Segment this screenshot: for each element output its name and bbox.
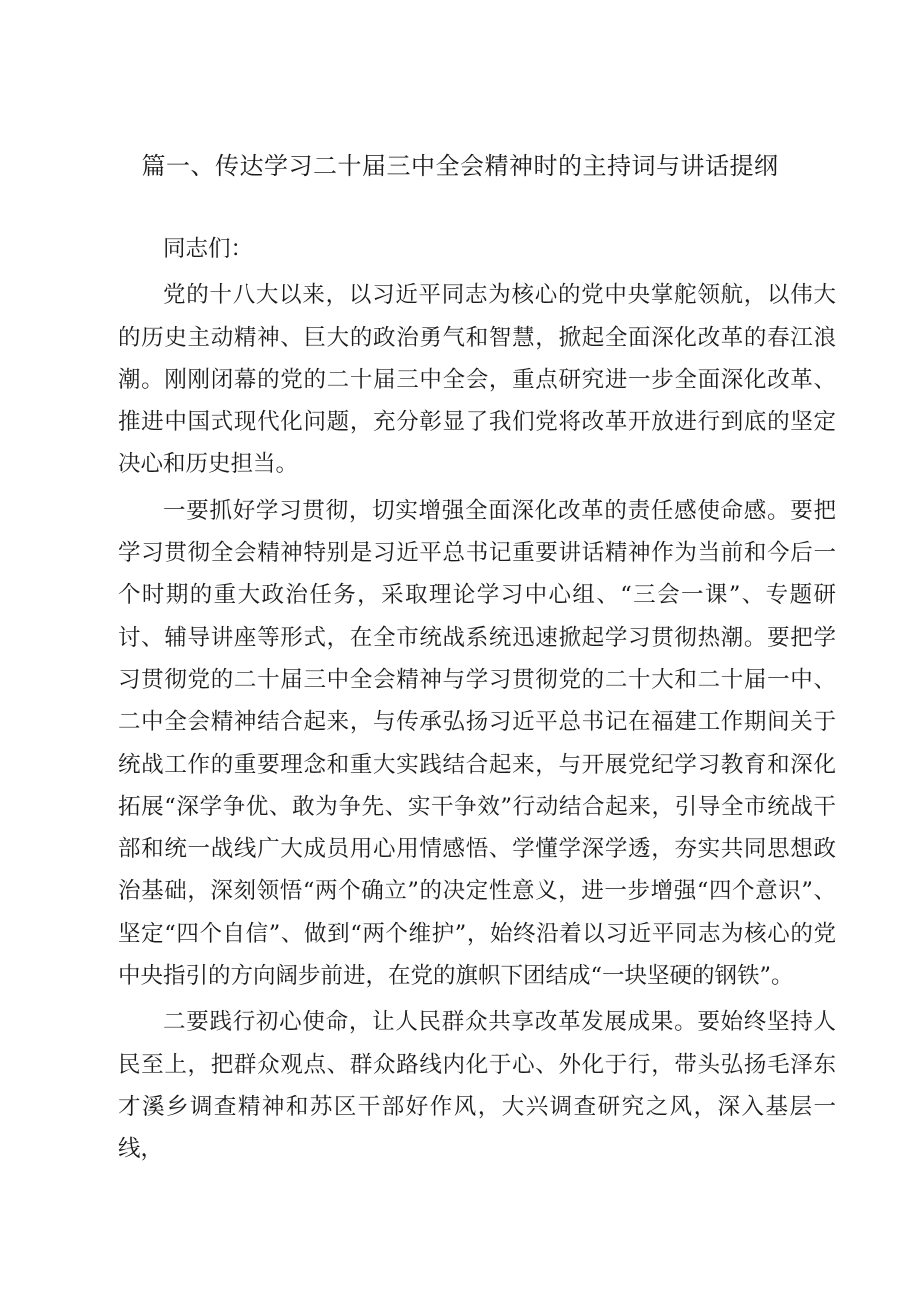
paragraph-point-two: 二要践行初心使命，让人民群众共享改革发展成果。要始终坚持人民至上，把群众观点、群众路线内化于心、外化于行，带头弘扬毛泽东才溪乡调查精神和苏区干部好作风，大兴调查研究之风，深入基层一线，: [118, 1009, 836, 1163]
salutation: 同志们：: [163, 236, 254, 262]
paragraph-point-one: 一要抓好学习贯彻，切实增强全面深化改革的责任感使命感。要把学习贯彻全会精神特别是习近平总书记重要讲话精神作为当前和今后一个时期的重大政治任务，采取理论学习中心组、“三会一课”、专题研讨、辅导讲座等形式，在全市统战系统迅速掀起学习贯彻热潮。要把学习贯彻党的二十届三中全会精神与学习贯彻党的二十大和二十届一中、二中全会精神结合起来，与传承弘扬习近平总书记在福建工作期间关于统战工作的重要理念和重大实践结合起来，与开展党纪学习教育和深化拓展“深学争优、敢为争先、实干争效”行动结合起来，引导全市统战干部和统一战线广大成员用心用情感悟、学懂学深学透，夯实共同思想政治基础，深刻领悟“两个确立”的决定性意义，进一步增强“四个意识”、坚定“四个自信”、做到“两个维护”，始终沿着以习近平同志为核心的党中央指引的方向阔步前进，在党的旗帜下团结成“一块坚硬的钢铁”。: [118, 497, 836, 990]
paragraph-intro: 党的十八大以来，以习近平同志为核心的党中央掌舵领航，以伟大的历史主动精神、巨大的政治勇气和智慧，掀起全面深化改革的春江浪潮。刚刚闭幕的党的二十届三中全会，重点研究进一步全面深化改革、推进中国式现代化问题，充分彰显了我们党将改革开放进行到底的坚定决心和历史担当。: [118, 282, 836, 478]
document-body: [118, 228, 836, 1171]
document-title: 篇一、传达学习二十届三中全会精神时的主持词与讲话提纲: [141, 152, 779, 180]
